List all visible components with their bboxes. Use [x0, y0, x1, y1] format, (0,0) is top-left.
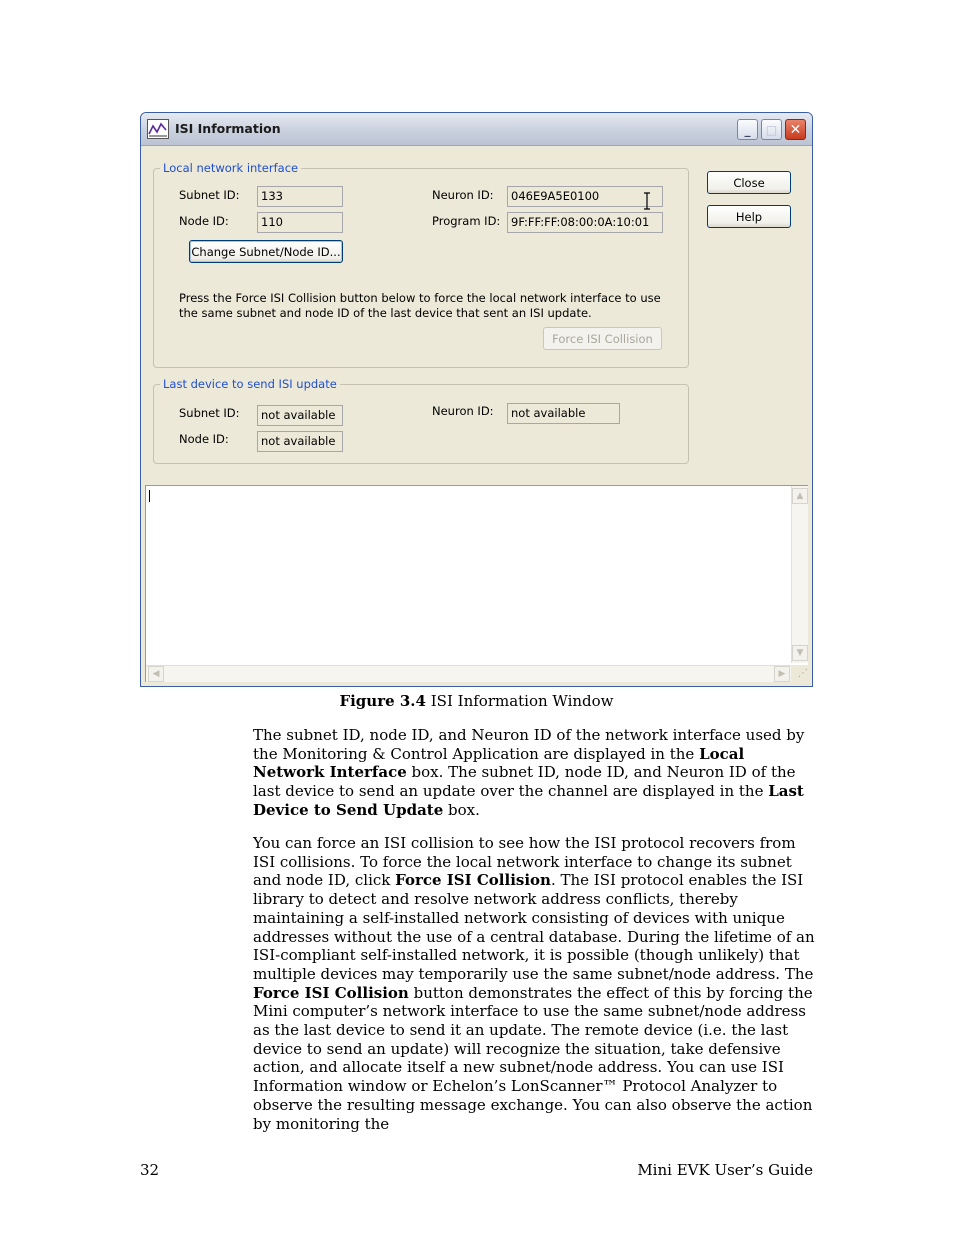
p1-bold: Local Network Interface: [253, 744, 745, 782]
last-node-label: Node ID:: [179, 432, 229, 446]
help-button[interactable]: Help: [707, 205, 791, 228]
change-subnet-node-button[interactable]: Change Subnet/Node ID...: [189, 240, 343, 263]
force-collision-description: Press the Force ISI Collision button below to force the local network interface to use the same subnet and node ID of the last device that sent an ISI update.: [179, 291, 661, 320]
p2-text: button demonstrates the effect of this by forcing the Mini computer’s network interface to use the same subnet/node address as the last device to send it an update. The remote device (i.e. the last device to send an update) will recognize the situation, take defensive action, and allocate itself a new subnet/node address. You can use ISI Information window or Echelon’s LonScanner™ Protocol Analyzer to observe the resulting message exchange. You can also observe the action by monitoring the: [253, 983, 813, 1133]
local-neuron-label: Neuron ID:: [432, 188, 494, 202]
p1-bold: Last Device to Send Update: [253, 782, 804, 819]
last-device-group: [153, 377, 689, 464]
scroll-up-icon[interactable]: ▲: [792, 488, 808, 504]
p2-bold: Force ISI Collision: [395, 871, 551, 890]
p2-text: . The ISI protocol enables the ISI library to detect and resolve network address conflicts, thereby maintaining a self-installed network consisting of devices with unique addresses without the use of a central database. During the lifetime of an ISI-compliant self-installed network, it is possible (though unlikely) that multiple devices may temporarily use the same subnet/node address. The: [253, 871, 815, 983]
last-group-label: Last device to send ISI update: [160, 377, 340, 391]
p2-text: You can force an ISI collision to see how the ISI protocol recovers from ISI collisions. To force the local network interface to change its subnet and node ID, click: [253, 834, 796, 890]
vertical-scrollbar[interactable]: [791, 486, 808, 663]
text-caret: [149, 490, 150, 502]
scroll-down-icon[interactable]: ▼: [792, 645, 808, 661]
local-node-label: Node ID:: [179, 214, 229, 228]
text-cursor-icon: [642, 192, 652, 210]
page-number: 32: [140, 1161, 160, 1179]
p2-bold: Force ISI Collision: [253, 983, 409, 1002]
book-title: Mini EVK User’s Guide: [637, 1161, 813, 1179]
local-group-label: Local network interface: [160, 161, 301, 175]
last-subnet-label: Subnet ID:: [179, 406, 240, 420]
p1-text: box.: [443, 800, 480, 819]
title-bar[interactable]: [141, 113, 812, 146]
isi-information-window: [140, 112, 813, 687]
window-title: ISI Information: [175, 121, 281, 136]
scroll-right-icon[interactable]: ▶: [774, 666, 790, 682]
last-node-field[interactable]: not available: [257, 431, 343, 452]
close-button[interactable]: Close: [707, 171, 791, 194]
force-isi-collision-button[interactable]: Force ISI Collision: [543, 327, 662, 350]
local-neuron-field[interactable]: 046E9A5E0100: [507, 186, 663, 207]
app-icon: [147, 119, 169, 139]
local-subnet-label: Subnet ID:: [179, 188, 240, 202]
last-neuron-field[interactable]: not available: [507, 403, 620, 424]
local-subnet-field[interactable]: 133: [257, 186, 343, 207]
local-node-field[interactable]: 110: [257, 212, 343, 233]
caption-prefix: Figure 3.4: [339, 692, 426, 710]
close-window-button[interactable]: ✕: [785, 119, 806, 140]
scroll-left-icon[interactable]: ◀: [148, 666, 164, 682]
paragraph-1: [253, 726, 815, 820]
paragraph-2: [253, 834, 815, 1133]
last-subnet-field[interactable]: not available: [257, 405, 343, 426]
maximize-button[interactable]: □: [761, 119, 782, 140]
resize-grip-icon[interactable]: ⋰: [791, 665, 808, 682]
log-text-area[interactable]: [145, 485, 808, 682]
figure-caption: [140, 692, 813, 710]
minimize-button[interactable]: _: [737, 119, 758, 140]
p1-text: box. The subnet ID, node ID, and Neuron ID of the last device to send an update over the channel are displayed in the: [253, 763, 796, 801]
last-neuron-label: Neuron ID:: [432, 404, 494, 418]
p1-text: The subnet ID, node ID, and Neuron ID of the network interface used by the Monitoring & Control Application are displayed in the: [253, 726, 805, 763]
caption-text: ISI Information Window: [430, 692, 614, 710]
horizontal-scrollbar[interactable]: [146, 665, 792, 682]
local-program-label: Program ID:: [432, 214, 501, 228]
local-program-field[interactable]: 9F:FF:FF:08:00:0A:10:01: [507, 212, 663, 233]
